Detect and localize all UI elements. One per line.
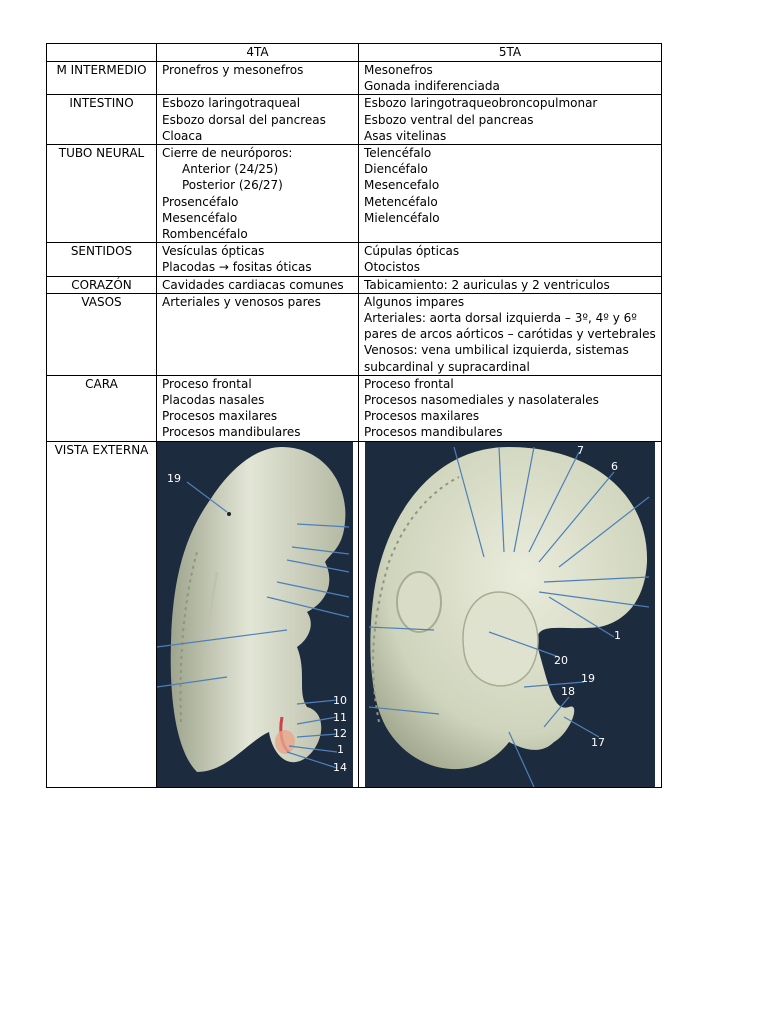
cell-line: Mesonefros bbox=[364, 63, 433, 77]
callout-number: 12 bbox=[333, 726, 347, 740]
cell-4ta bbox=[157, 276, 359, 293]
cell-line: Placodas nasales bbox=[162, 393, 265, 408]
cell-5ta bbox=[359, 145, 662, 243]
cell-line: Telencéfalo bbox=[364, 146, 432, 161]
cell-line: Otocistos bbox=[364, 260, 420, 275]
header-5ta: 5TA bbox=[359, 44, 662, 62]
table-row bbox=[47, 145, 662, 243]
cell-5ta bbox=[359, 375, 662, 441]
callout-number: 18 bbox=[561, 684, 575, 698]
cell-line: Gonada indiferenciada bbox=[364, 79, 500, 94]
cell-line: Proceso frontal bbox=[364, 376, 454, 391]
callout-number: 11 bbox=[333, 710, 347, 724]
cell-5ta bbox=[359, 243, 662, 276]
cell-line: Venosos: vena umbilical izquierda, sistemas bbox=[364, 343, 629, 358]
cell-4ta bbox=[157, 293, 359, 375]
row-label: VISTA EXTERNA bbox=[47, 441, 157, 787]
table-row bbox=[47, 375, 662, 441]
row-label: M INTERMEDIO bbox=[47, 62, 157, 95]
cell-4ta bbox=[157, 145, 359, 243]
cell-line: Vesículas ópticas bbox=[162, 244, 265, 259]
header-row bbox=[47, 44, 662, 62]
table-row bbox=[47, 62, 662, 95]
cell-line: Procesos maxilares bbox=[364, 409, 480, 424]
cell-line: Mesencefalo bbox=[364, 178, 440, 193]
row-label: TUBO NEURAL bbox=[47, 145, 157, 243]
cell-line: pares de arcos aórticos – carótidas y vertebrales bbox=[364, 327, 656, 342]
cell-line: Asas vitelinas bbox=[364, 128, 447, 143]
table-row bbox=[47, 95, 662, 145]
row-label: CORAZÓN bbox=[47, 276, 157, 293]
cell-line: Anterior (24/25) bbox=[182, 162, 279, 177]
cell-line: Posterior (26/27) bbox=[182, 178, 283, 193]
row-label: VASOS bbox=[47, 293, 157, 375]
embryo-5ta-image bbox=[359, 442, 655, 787]
callout-number: 19 bbox=[581, 671, 595, 685]
callout-number: 1 bbox=[337, 742, 344, 756]
cell-line: Procesos nasomediales y nasolaterales bbox=[364, 393, 599, 408]
cell-line: Esbozo dorsal del pancreas bbox=[162, 112, 326, 127]
cell-5ta bbox=[359, 276, 662, 293]
cell-line: Mielencéfalo bbox=[364, 210, 440, 225]
cell-line: Proceso frontal bbox=[162, 376, 252, 391]
cell-5ta bbox=[359, 62, 662, 95]
cell-line: Esbozo ventral del pancreas bbox=[364, 112, 534, 127]
cell-4ta bbox=[157, 95, 359, 145]
table-row bbox=[47, 243, 662, 276]
cell-line: subcardinal y supracardinal bbox=[364, 359, 530, 374]
callout-number: 20 bbox=[554, 653, 568, 667]
embryo-4ta-cell bbox=[157, 441, 359, 787]
header-4ta: 4TA bbox=[157, 44, 359, 62]
cell-line: Cierre de neuróporos: bbox=[162, 146, 293, 161]
cell-line: Esbozo laringotraqueobroncopulmonar bbox=[364, 96, 598, 111]
cell-line: Esbozo laringotraqueal bbox=[162, 96, 301, 111]
cell-line: Arteriales: aorta dorsal izquierda – 3º, 4º y 6º bbox=[364, 311, 637, 326]
cell-line: Mesencéfalo bbox=[162, 210, 238, 225]
table-row-vista-externa bbox=[47, 441, 662, 787]
row-label: INTESTINO bbox=[47, 95, 157, 145]
table-row bbox=[47, 276, 662, 293]
cell-line: Metencéfalo bbox=[364, 194, 438, 209]
cell-line: Cavidades cardiacas comunes bbox=[162, 277, 344, 292]
cell-4ta bbox=[157, 62, 359, 95]
cell-line: Tabicamiento: 2 auriculas y 2 ventriculos bbox=[364, 277, 610, 292]
row-label: SENTIDOS bbox=[47, 243, 157, 276]
callout-number: 17 bbox=[591, 735, 605, 749]
cell-line: Placodas → fositas óticas bbox=[162, 260, 312, 275]
table-row bbox=[47, 293, 662, 375]
cell-line: Diencéfalo bbox=[364, 162, 428, 177]
comparison-table bbox=[46, 43, 662, 788]
cell-5ta bbox=[359, 293, 662, 375]
cell-line: Cúpulas ópticas bbox=[364, 244, 460, 259]
cell-line: Procesos mandibulares bbox=[162, 425, 301, 440]
callout-number: 19 bbox=[167, 471, 181, 485]
embryo-5ta-cell bbox=[359, 441, 662, 787]
embryo-4ta-image bbox=[157, 442, 353, 787]
cell-line: Prosencéfalo bbox=[162, 194, 239, 209]
cell-4ta bbox=[157, 375, 359, 441]
cell-4ta bbox=[157, 243, 359, 276]
cell-line: Algunos impares bbox=[364, 294, 465, 309]
cell-line: Pronefros y mesonefros bbox=[162, 63, 304, 77]
row-label: CARA bbox=[47, 375, 157, 441]
cell-line: Procesos mandibulares bbox=[364, 425, 503, 440]
cell-line: Procesos maxilares bbox=[162, 409, 278, 424]
callout-number: 7 bbox=[577, 443, 584, 457]
callout-number: 1 bbox=[614, 628, 621, 642]
callout-number: 10 bbox=[333, 693, 347, 707]
header-empty bbox=[47, 44, 157, 62]
callout-number: 6 bbox=[611, 459, 618, 473]
cell-line: Arteriales y venosos pares bbox=[162, 294, 321, 309]
cell-line: Cloaca bbox=[162, 128, 203, 143]
callout-number: 14 bbox=[333, 760, 347, 774]
cell-5ta bbox=[359, 95, 662, 145]
cell-line: Rombencéfalo bbox=[162, 227, 248, 242]
